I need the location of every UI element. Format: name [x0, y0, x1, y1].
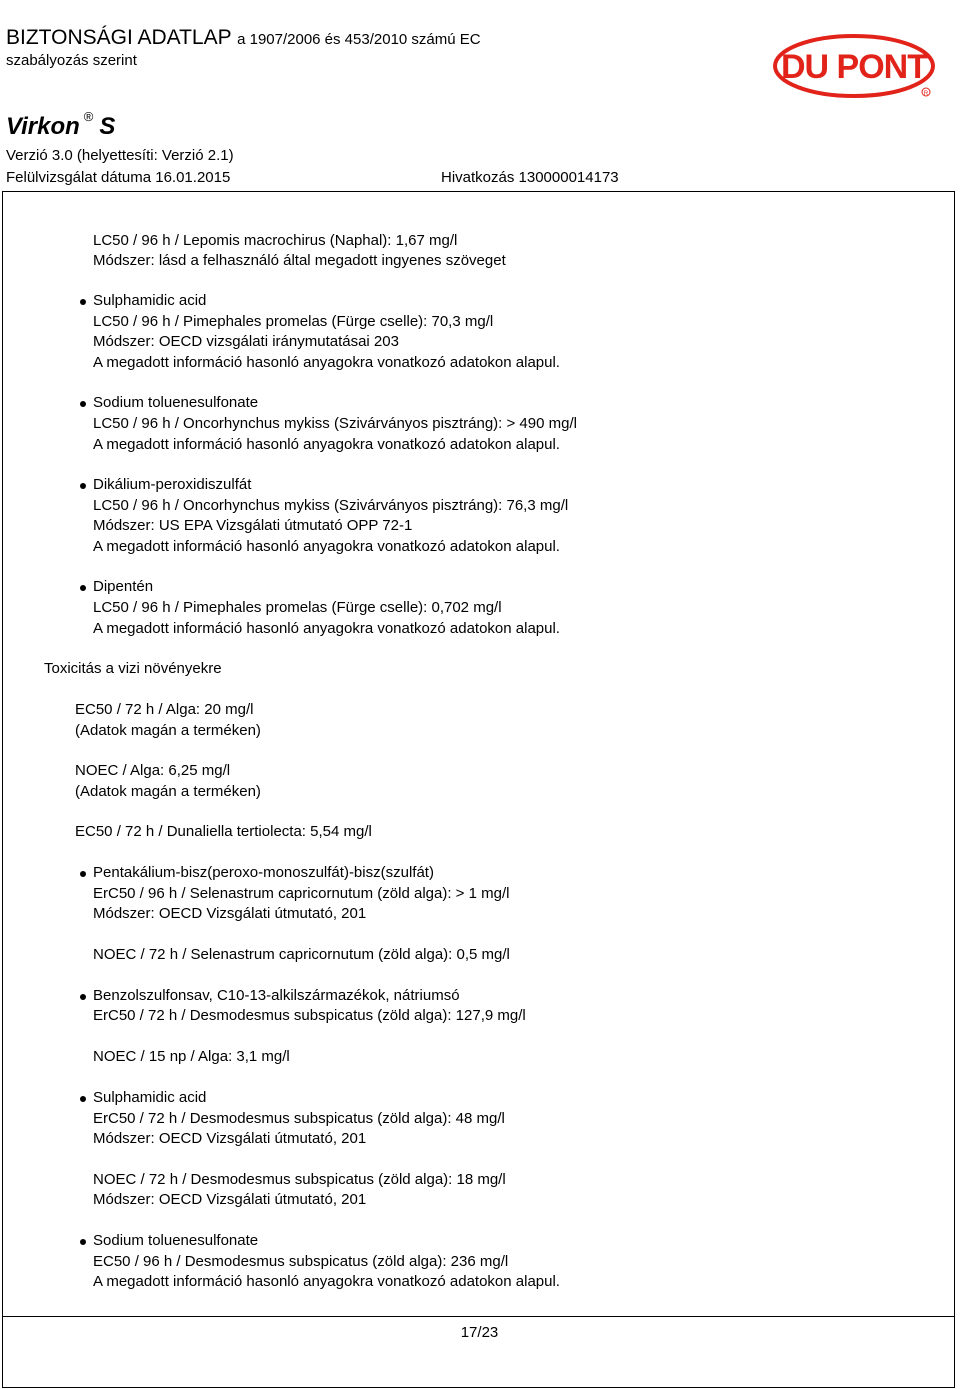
text-line: A megadott információ hasonló anyagokra vonatkozó adatokon alapul. [93, 354, 560, 371]
text-line: (Adatok magán a terméken) [75, 722, 261, 739]
text-line: A megadott információ hasonló anyagokra vonatkozó adatokon alapul. [93, 620, 560, 637]
text-line: Módszer: OECD Vizsgálati útmutató, 201 [93, 905, 367, 922]
page-number: 17/23 [460, 1324, 499, 1341]
reference-number: Hivatkozás 130000014173 [441, 169, 619, 186]
text-line: NOEC / 72 h / Desmodesmus subspicatus (zöld alga): 18 mg/l [93, 1171, 506, 1188]
text-line: LC50 / 96 h / Pimephales promelas (Fürge cselle): 0,702 mg/l [93, 599, 502, 616]
product-name-text: Virkon [6, 113, 80, 140]
bullet-icon [80, 483, 86, 489]
bullet-icon [80, 401, 86, 407]
substance-name: Pentakálium-bisz(peroxo-monoszulfát)-bisz(szulfát) [93, 864, 434, 881]
text-line: NOEC / 15 np / Alga: 3,1 mg/l [93, 1048, 290, 1065]
text-line: (Adatok magán a terméken) [75, 783, 261, 800]
text-line: Módszer: OECD vizsgálati iránymutatásai 203 [93, 333, 399, 350]
text-line: LC50 / 96 h / Oncorhynchus mykiss (Szivárványos pisztráng): 76,3 mg/l [93, 497, 569, 514]
text-line: Módszer: US EPA Vizsgálati útmutató OPP 72-1 [93, 517, 413, 534]
registered-mark: ® [83, 109, 94, 124]
text-line: A megadott információ hasonló anyagokra vonatkozó adatokon alapul. [93, 436, 560, 453]
review-date: Felülvizsgálat dátuma 16.01.2015 [6, 169, 231, 186]
text-line: NOEC / 72 h / Selenastrum capricornutum (zöld alga): 0,5 mg/l [93, 946, 510, 963]
text-line: ErC50 / 72 h / Desmodesmus subspicatus (zöld alga): 48 mg/l [93, 1110, 505, 1127]
logo-text: DU PONT [781, 48, 927, 86]
document-header [0, 0, 960, 190]
substance-name: Sulphamidic acid [93, 292, 207, 309]
bullet-icon [80, 871, 86, 877]
text-line: EC50 / 72 h / Alga: 20 mg/l [75, 701, 254, 718]
title-line2: szabályozás szerint [6, 52, 137, 69]
text-line: LC50 / 96 h / Pimephales promelas (Fürge cselle): 70,3 mg/l [93, 313, 494, 330]
text-line: ErC50 / 96 h / Selenastrum capricornutum (zöld alga): > 1 mg/l [93, 885, 510, 902]
title-regulation: a 1907/2006 és 453/2010 számú EC [237, 31, 481, 48]
title-main: BIZTONSÁGI ADATLAP [6, 26, 232, 49]
text-line: Módszer: OECD Vizsgálati útmutató, 201 [93, 1191, 367, 1208]
text-line: ErC50 / 72 h / Desmodesmus subspicatus (zöld alga): 127,9 mg/l [93, 1007, 526, 1024]
svg-text:R: R [923, 91, 929, 97]
substance-name: Sodium toluenesulfonate [93, 1232, 259, 1249]
text-line: EC50 / 72 h / Dunaliella tertiolecta: 5,54 mg/l [75, 823, 372, 840]
bullet-icon [80, 299, 86, 305]
text-line: Módszer: OECD Vizsgálati útmutató, 201 [93, 1130, 367, 1147]
substance-name: Sulphamidic acid [93, 1089, 207, 1106]
substance-name: Dikálium-peroxidiszulfát [93, 476, 252, 493]
text-line: LC50 / 96 h / Lepomis macrochirus (Naphal): 1,67 mg/l [93, 232, 458, 249]
version-info: Verzió 3.0 (helyettesíti: Verzió 2.1) [6, 147, 234, 164]
substance-name: Dipentén [93, 578, 154, 595]
product-suffix: S [99, 113, 116, 140]
text-line: LC50 / 96 h / Oncorhynchus mykiss (Szivárványos pisztráng): > 490 mg/l [93, 415, 577, 432]
text-line: EC50 / 96 h / Desmodesmus subspicatus (zöld alga): 236 mg/l [93, 1253, 509, 1270]
bullet-icon [80, 994, 86, 1000]
bullet-icon [80, 1096, 86, 1102]
section-heading: Toxicitás a vizi növényekre [44, 660, 222, 677]
product-name [6, 106, 115, 142]
text-line: NOEC / Alga: 6,25 mg/l [75, 762, 231, 779]
dupont-logo [772, 34, 936, 100]
text-line: Módszer: lásd a felhasználó által megadott ingyenes szöveget [93, 252, 506, 269]
text-line: A megadott információ hasonló anyagokra vonatkozó adatokon alapul. [93, 1273, 560, 1290]
text-line: A megadott információ hasonló anyagokra vonatkozó adatokon alapul. [93, 538, 560, 555]
document-title [6, 26, 481, 52]
bullet-icon [80, 585, 86, 591]
substance-name: Sodium toluenesulfonate [93, 394, 259, 411]
substance-name: Benzolszulfonsav, C10-13-alkilszármazékok, nátriumsó [93, 987, 460, 1004]
page-footer [2, 1316, 955, 1388]
bullet-icon [80, 1239, 86, 1245]
